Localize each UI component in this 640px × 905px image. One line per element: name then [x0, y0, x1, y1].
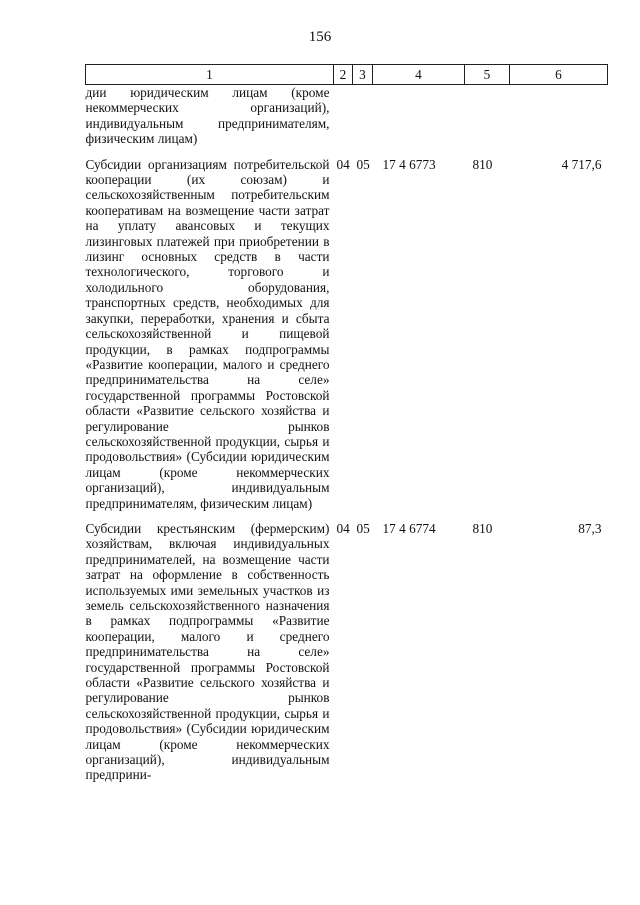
table-row	[86, 147, 608, 511]
row-subsection	[353, 85, 373, 147]
header-col-1: 1	[86, 65, 334, 85]
header-col-2: 2	[334, 65, 353, 85]
row-target-item: 17 4 6773	[382, 156, 436, 172]
header-col-3: 3	[353, 65, 373, 85]
table-body	[86, 85, 608, 783]
row-section	[334, 85, 353, 147]
page-number: 156	[308, 29, 332, 45]
row-section: 04	[336, 156, 350, 172]
row-section: 04	[336, 520, 350, 536]
row-expense-type	[465, 85, 510, 147]
row-amount: 87,3	[578, 520, 602, 536]
header-col-6: 6	[510, 65, 608, 85]
row-description: дии юридическим лицам (кроме некоммерческих организаций), индивидуальным предпринимателям, физическим лицам)	[85, 85, 330, 147]
header-col-5: 5	[465, 65, 510, 85]
row-expense-type: 810	[472, 156, 493, 172]
row-expense-type: 810	[472, 520, 493, 536]
table-header	[86, 65, 608, 85]
row-subsection: 05	[356, 520, 370, 536]
row-description: Субсидии организациям потребительской кооперации (их союзам) и сельскохозяйственным потребительским кооперативам на возмещение части затрат на уплату авансовых и текущих лизинговых платежей при приобретении в лизинг основных средств в части технологического, торгового и холодильного оборудования, транспортных средств, необходимых для закупки, переработки, хранения и сбыта сельскохозяйственной и пищевой продукции, в рамках подпрограммы «Развитие кооперации, малого и среднего предпринимательства на селе» государственной программы Ростовской области «Развитие сельского хозяйства и регулирование рынков сельскохозяйственной продукции, сырья и продовольствия» (Субсидии юридическим лицам (кроме некоммерческих организаций), индивидуальным предпринимателям, физическим лицам)	[85, 156, 330, 511]
row-amount: 4 717,6	[561, 156, 602, 172]
budget-table	[85, 64, 608, 783]
table-row-continuation	[86, 85, 608, 147]
header-col-4: 4	[373, 65, 465, 85]
table-row	[86, 511, 608, 783]
row-target-item	[373, 85, 465, 147]
row-target-item: 17 4 6774	[382, 520, 436, 536]
row-description: Субсидии крестьянским (фермерским) хозяйствам, включая индивидуальных предпринимателей, на возмещение части затрат на оформление в собственность используемых ими земельных участков из земель сельскохозяйственного назначения в рамках подпрограммы «Развитие кооперации, малого и среднего предпринимательства на селе» государственной программы Ростовской области «Развитие сельского хозяйства и регулирование рынков сельскохозяйственной продукции, сырья и продовольствия» (Субсидии юридическим лицам (кроме некоммерческих организаций), индивидуальным предприни-	[85, 520, 330, 783]
row-subsection: 05	[356, 156, 370, 172]
header-row	[86, 65, 608, 85]
row-amount	[510, 85, 608, 147]
